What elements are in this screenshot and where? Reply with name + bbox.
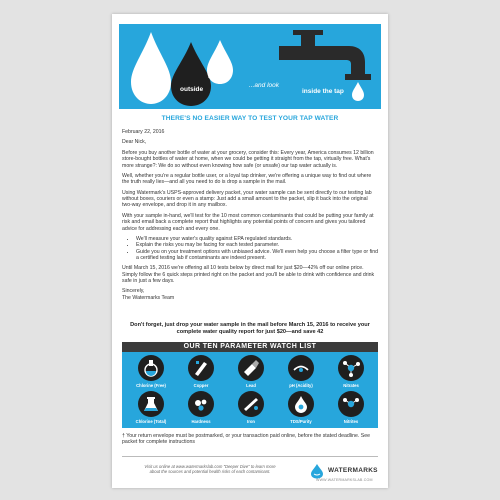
logo-url: WWW.WATERMARKSLAB.COM [316, 478, 373, 482]
footer-divider [122, 456, 378, 457]
watermarks-logo [308, 462, 378, 484]
letter-paragraph-5: Until March 15, 2016 we're offering all 10 tests below by direct mail for just $20—42% off our online price. Simply follow the 6 quick steps printed right on the packet and you'll be able to drink with confidence and drink safe in just a few days. [122, 265, 375, 284]
watch-item-tds [280, 391, 322, 424]
watch-item-label: Chlorine (Total) [135, 419, 167, 424]
watch-item-label: Hardness [191, 419, 211, 424]
letter-signature: The Watermarks Team [122, 294, 175, 301]
faucet-icon [279, 46, 365, 74]
banner-bottle: bottle [208, 73, 224, 80]
letter-body [122, 129, 378, 305]
watch-item-label: Nitrites [343, 419, 359, 424]
watch-item-label: Copper [193, 383, 209, 388]
logo-wordmark: WATERMARKS [328, 467, 378, 474]
lead-pipe-icon [238, 355, 264, 381]
copper-icon [188, 355, 214, 381]
watch-item-chlorine-total [130, 391, 172, 424]
list-item: • Explain the risks you may be facing for each tested parameter. [136, 242, 378, 248]
letter-paragraph-3: Using Watermark's USPS-approved delivery packet, your water sample can be sent directly to our testing lab without boxes, couriers or even a stamp: Just add a small amount to the packet, slip it back into the original two-way envelope, and drop it in any mailbox. [122, 189, 372, 209]
header-banner [119, 24, 381, 109]
watch-item-label: Iron [247, 419, 255, 424]
watch-item-nitrates [330, 355, 372, 388]
molecule-icon [338, 391, 364, 417]
banner-illustration [119, 24, 381, 109]
white-drop-large [131, 32, 171, 104]
molecule-icon [338, 355, 364, 381]
watch-item-label: Lead [246, 383, 256, 388]
watch-item-chlorine-free [130, 355, 172, 388]
watch-item-label: Nitrates [343, 383, 359, 388]
watch-list-panel [122, 342, 378, 428]
banner-outside: outside [180, 86, 204, 93]
watch-item-label: Chlorine (Free) [136, 383, 166, 388]
list-item: • Guide you on your treatment options with unbiased advice. We'll even help you choose a filter type or find a certified testing lab if contaminants are indeed present. [136, 249, 378, 262]
banner-and-look: ...and look [249, 82, 279, 89]
iron-icon [238, 391, 264, 417]
faucet-tip [345, 74, 371, 80]
faucet-valve [301, 34, 315, 46]
banner-the: the [211, 65, 221, 72]
footnote: † Your return envelope must be postmarked, or your transaction paid online, before the stated deadline. See packet for complete instructions [122, 433, 371, 446]
letter-signoff: Sincerely, [122, 288, 145, 295]
letter-greeting: Dear Nick, [122, 139, 147, 146]
letter-paragraph-1: Before you buy another bottle of water at your grocery, consider this: Every year, America consumes 12 billion store-bought bottles of water at home, when we could be getting it straight from the tap, virtually free. What's more strange?: We do so without even knowing how safe (or unsafe) our tap water actually is. [122, 149, 374, 169]
letter-paragraph-2: Well, whether you're a regular bottle user, or a loyal tap drinker, we're offering a unique way to find out where the truth really lies—and all you need to do is drop a sample in the mail. [122, 173, 372, 186]
watch-item-nitrites [330, 391, 372, 424]
watch-list-title: OUR TEN PARAMETER WATCH LIST [122, 342, 378, 352]
hardness-icon [188, 391, 214, 417]
tap-drip [352, 82, 364, 101]
watch-item-iron [230, 391, 272, 424]
banner-think: Think [142, 82, 158, 89]
page-headline: THERE'S NO EASIER WAY TO TEST YOUR TAP WATER [161, 115, 339, 122]
list-item: • We'll measure your water's quality against EPA regulated standards. [136, 236, 378, 242]
footer-note: Visit us online at www.watermarkslab.com "Deeper Dive" to learn more about the sources and potential health risks of each contaminant. [144, 464, 276, 475]
watch-item-label: TDS/Purity [290, 419, 312, 424]
benefit-list [122, 236, 378, 261]
watch-item-label: pH (Acidity) [289, 383, 313, 388]
letter-date: February 22, 2016 [122, 129, 165, 135]
deadline-callout: Don't forget, just drop your water sample in the mail before March 15, 2016 to receive your complete water quality report for just $20—and save 42 [130, 322, 370, 335]
droplet-icon [288, 391, 314, 417]
letter-page [112, 14, 388, 488]
ph-icon [288, 355, 314, 381]
watch-item-ph [280, 355, 322, 388]
letter-paragraph-4: With your sample in-hand, we'll test for the 10 most common contaminants that could be putting your family at risk and email back a complete report that highlights any potential points of concern and gives you tailored advice for addressing each and every one. [122, 212, 374, 232]
watch-item-hardness [180, 391, 222, 424]
watch-item-copper [180, 355, 222, 388]
faucet-handle [293, 30, 323, 35]
flask-icon [138, 355, 164, 381]
watch-item-lead [230, 355, 272, 388]
black-drop [171, 42, 211, 106]
beaker-icon [138, 391, 164, 417]
banner-inside-tap: inside the tap [302, 88, 344, 95]
logo-drop-icon [308, 463, 326, 479]
